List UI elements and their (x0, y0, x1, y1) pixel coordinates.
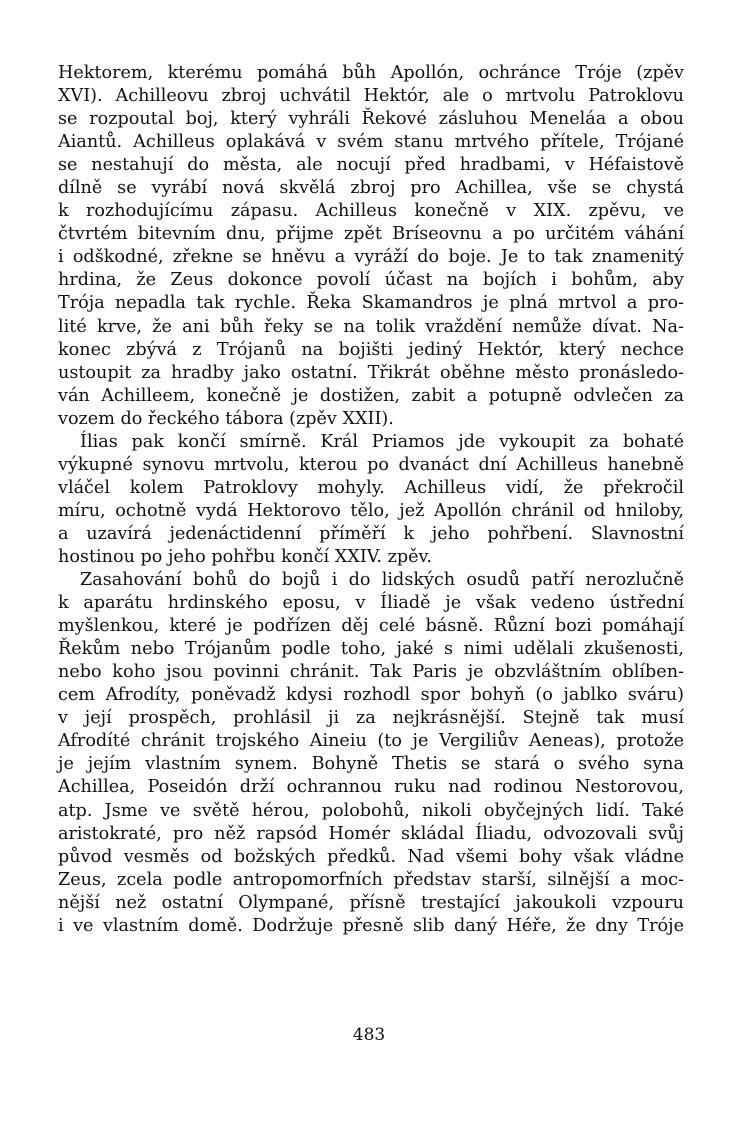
text-line: atp. Jsme ve světě hérou, polobohů, nikoli obyčejných lidí. Také (58, 800, 684, 821)
text-line: se rozpoutal boj, který vyhráli Řekové zásluhou Meneláa a obou (58, 109, 684, 130)
text-line: Zasahování bohů do bojů i do lidských osudů patří nerozlučně (80, 570, 684, 591)
text-line: Ílias pak končí smírně. Král Priamos jde vykoupit za bohaté (80, 431, 684, 452)
text-line: Afrodíté chránit trojského Aineiu (to je Vergiliův Aeneas), protože (58, 731, 684, 752)
page-body (58, 62, 684, 938)
text-line: i odškodné, zřekne se hněvu a vyráží do boje. Je to tak znamenitý (58, 247, 684, 268)
text-line: cem Afrodíty, poněvadž kdysi rozhodl spor bohyň (o jablko sváru) (58, 685, 684, 706)
text-line: lité krve, že ani bůh řeky se na tolik vraždění nemůže dívat. Na- (58, 316, 684, 337)
text-line: Zeus, zcela podle antropomorfních představ starší, silnější a moc- (58, 869, 684, 890)
text-line: XVI). Achilleovu zbroj uchvátil Hektór, ale o mrtvolu Patroklovu (58, 86, 684, 107)
text-line: k rozhodujícímu zápasu. Achilleus konečně v XIX. zpěvu, ve (58, 201, 684, 222)
paragraph-3 (58, 569, 684, 938)
text-line: aristokraté, pro něž rapsód Homér skládal Íliadu, odvozovali svůj (58, 823, 684, 844)
text-line: konec zbývá z Trójanů na bojišti jediný Hektór, který nechce (58, 339, 684, 360)
text-line: původ vesměs od božských předků. Nad všemi bohy však vládne (58, 846, 684, 867)
text-line: hostinou po jeho pohřbu končí XXIV. zpěv. (58, 546, 432, 567)
text-line: v její prospěch, prohlásil ji za nejkrásnější. Stejně tak musí (58, 708, 684, 729)
text-line: nebo koho jsou povinni chránit. Tak Paris je obzvláštním oblíben- (58, 662, 684, 683)
text-line: Trója nepadla tak rychle. Řeka Skamandros je plná mrtvol a pro- (58, 293, 684, 314)
text-line: je jejím vlastním synem. Bohyně Thetis se stará o svého syna (58, 754, 684, 775)
text-line: Achillea, Poseidón drží ochrannou ruku nad rodinou Nestorovou, (58, 777, 684, 798)
page-number: 483 (352, 1025, 386, 1045)
text-line: k aparátu hrdinského eposu, v Íliadě je však vedeno ústřední (58, 593, 684, 614)
text-line: míru, ochotně vydá Hektorovo tělo, jež Apollón chránil od hniloby, (58, 500, 684, 521)
text-line: ustoupit za hradby jako ostatní. Třikrát oběhne město pronásledo- (58, 362, 684, 383)
text-line: čtvrtém bitevním dnu, přijme zpět Bríseovnu a po určitém váhání (58, 224, 684, 245)
text-line: i ve vlastním domě. Dodržuje přesně slib daný Héře, že dny Tróje (58, 915, 684, 936)
text-line: se nestahují do města, ale nocují před hradbami, v Héfaistově (58, 155, 684, 176)
text-line: Řekům nebo Trójanům podle toho, jaké s nimi udělali zkušenosti, (58, 639, 684, 660)
text-line: vláčel kolem Patroklovy mohyly. Achilleus vidí, že překročil (58, 477, 684, 498)
text-line: nější než ostatní Olympané, přísně trestající jakoukoli vzpouru (58, 892, 684, 913)
text-line: dílně se vyrábí nová skvělá zbroj pro Achillea, vše se chystá (58, 178, 684, 199)
text-line: myšlenkou, které je podřízen děj celé básně. Různí bozi pomáhají (58, 616, 684, 637)
text-line: hrdina, že Zeus dokonce povolí účast na bojích i bohům, aby (58, 270, 684, 291)
text-line: Hektorem, kterému pomáhá bůh Apollón, ochránce Tróje (zpěv (58, 63, 684, 83)
text-line: Aiantů. Achilleus oplakává v svém stanu mrtvého přítele, Trójané (58, 132, 684, 153)
text-line: a uzavírá jedenáctidenní příměří k jeho pohřbení. Slavnostní (58, 523, 684, 544)
text-line: ván Achilleem, konečně je dostižen, zabit a potupně odvlečen za (58, 385, 684, 406)
text-line: vozem do řeckého tábora (zpěv XXII). (58, 408, 394, 429)
text-line: výkupné synovu mrtvolu, kterou po dvanáct dní Achilleus hanebně (58, 454, 684, 475)
paragraph-1 (58, 62, 684, 431)
paragraph-2 (58, 431, 684, 569)
